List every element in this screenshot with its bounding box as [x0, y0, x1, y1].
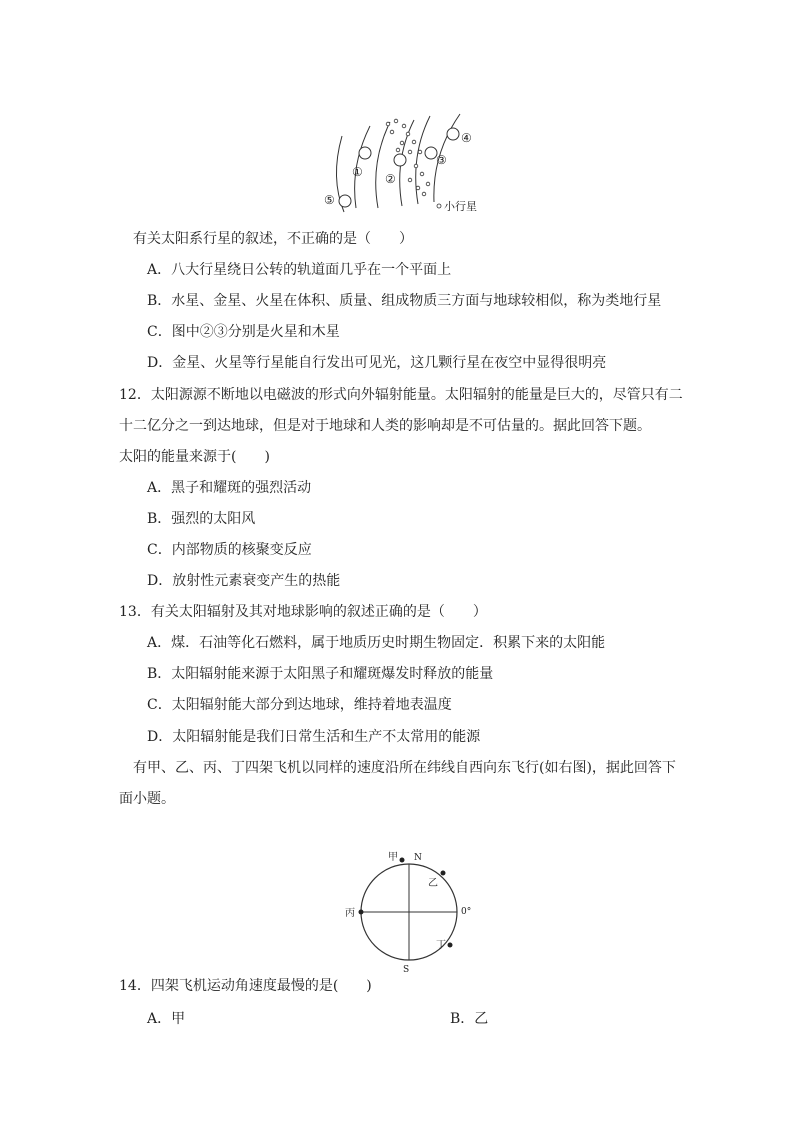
ding-label: 丁 [436, 940, 446, 951]
q12-stem: 太阳的能量来源于( ) [119, 449, 270, 465]
label-2: ② [385, 172, 396, 186]
bing-label: 丙 [345, 908, 355, 919]
passage-line1: 有甲、乙、丙、丁四架飞机以同样的速度沿所在纬线自西向东飞行(如右图)，据此回答下 [133, 760, 676, 776]
q12-option-c: C．内部物质的核聚变反应 [147, 542, 312, 558]
plane-yi-dot [441, 871, 446, 876]
planet-4 [447, 128, 459, 140]
asteroid-legend-label: 小行星 [444, 200, 477, 213]
q13-stem: 13．有关太阳辐射及其对地球影响的叙述正确的是（ ） [119, 604, 487, 620]
solar-system-figure [310, 108, 490, 216]
planet-1 [359, 147, 371, 159]
south-label: S [403, 965, 410, 975]
q12-option-a: A．黑子和耀斑的强烈活动 [147, 480, 312, 496]
passage-line2: 面小题。 [119, 791, 175, 807]
q13-option-d: D．太阳辐射能是我们日常生活和生产不太常用的能源 [147, 729, 481, 745]
q12-option-b: B．强烈的太阳风 [147, 511, 256, 527]
q14-stem: 14．四架飞机运动角速度最慢的是( ) [119, 978, 372, 994]
q11-option-c: C．图中②③分别是火星和木星 [147, 324, 340, 340]
q13-option-b: B．太阳辐射能来源于太阳黑子和耀斑爆发时释放的能量 [147, 666, 494, 682]
label-5: ⑤ [324, 193, 335, 207]
label-4: ④ [461, 131, 472, 145]
q13-option-c: C．太阳辐射能大部分到达地球，维持着地表温度 [147, 697, 452, 713]
planet-5 [339, 195, 351, 207]
label-3: ③ [436, 153, 447, 167]
globe-figure [340, 848, 480, 976]
q12-intro-line1: 12．太阳源源不断地以电磁波的形式向外辐射能量。太阳辐射的能量是巨大的，尽管只有二 [119, 387, 683, 403]
q11-option-b: B．水星、金星、火星在体积、质量、组成物质三方面与地球较相似，称为类地行星 [147, 293, 662, 309]
plane-bing-dot [359, 910, 364, 915]
q13-option-a: A．煤．石油等化石燃料，属于地质历史时期生物固定．积累下来的太阳能 [147, 635, 606, 651]
orbit-3 [376, 122, 390, 208]
label-1: ① [352, 165, 363, 179]
q11-option-a: A．八大行星绕日公转的轨道面几乎在一个平面上 [147, 262, 452, 278]
orbit-5 [416, 116, 430, 204]
plane-jia-dot [400, 858, 405, 863]
q11-option-d: D．金星、火星等行星能自行发出可见光，这几颗行星在夜空中显得很明亮 [147, 355, 607, 371]
yi-label: 乙 [428, 878, 438, 889]
q12-option-d: D．放射性元素衰变产生的热能 [147, 573, 341, 589]
asteroid-legend-icon [437, 204, 441, 208]
q14-option-b: B．乙 [450, 1011, 489, 1027]
jia-label: 甲 [388, 852, 398, 863]
zero-degree-label: 0° [461, 907, 472, 917]
q11-stem: 有关太阳系行星的叙述，不正确的是（ ） [133, 231, 413, 247]
planet-2 [394, 154, 406, 166]
north-label: N [414, 853, 422, 863]
q12-intro-line2: 十二亿分之一到达地球，但是对于地球和人类的影响却是不可估量的。据此回答下题。 [119, 418, 651, 434]
plane-ding-dot [448, 943, 453, 948]
q14-option-a: A．甲 [147, 1011, 186, 1027]
